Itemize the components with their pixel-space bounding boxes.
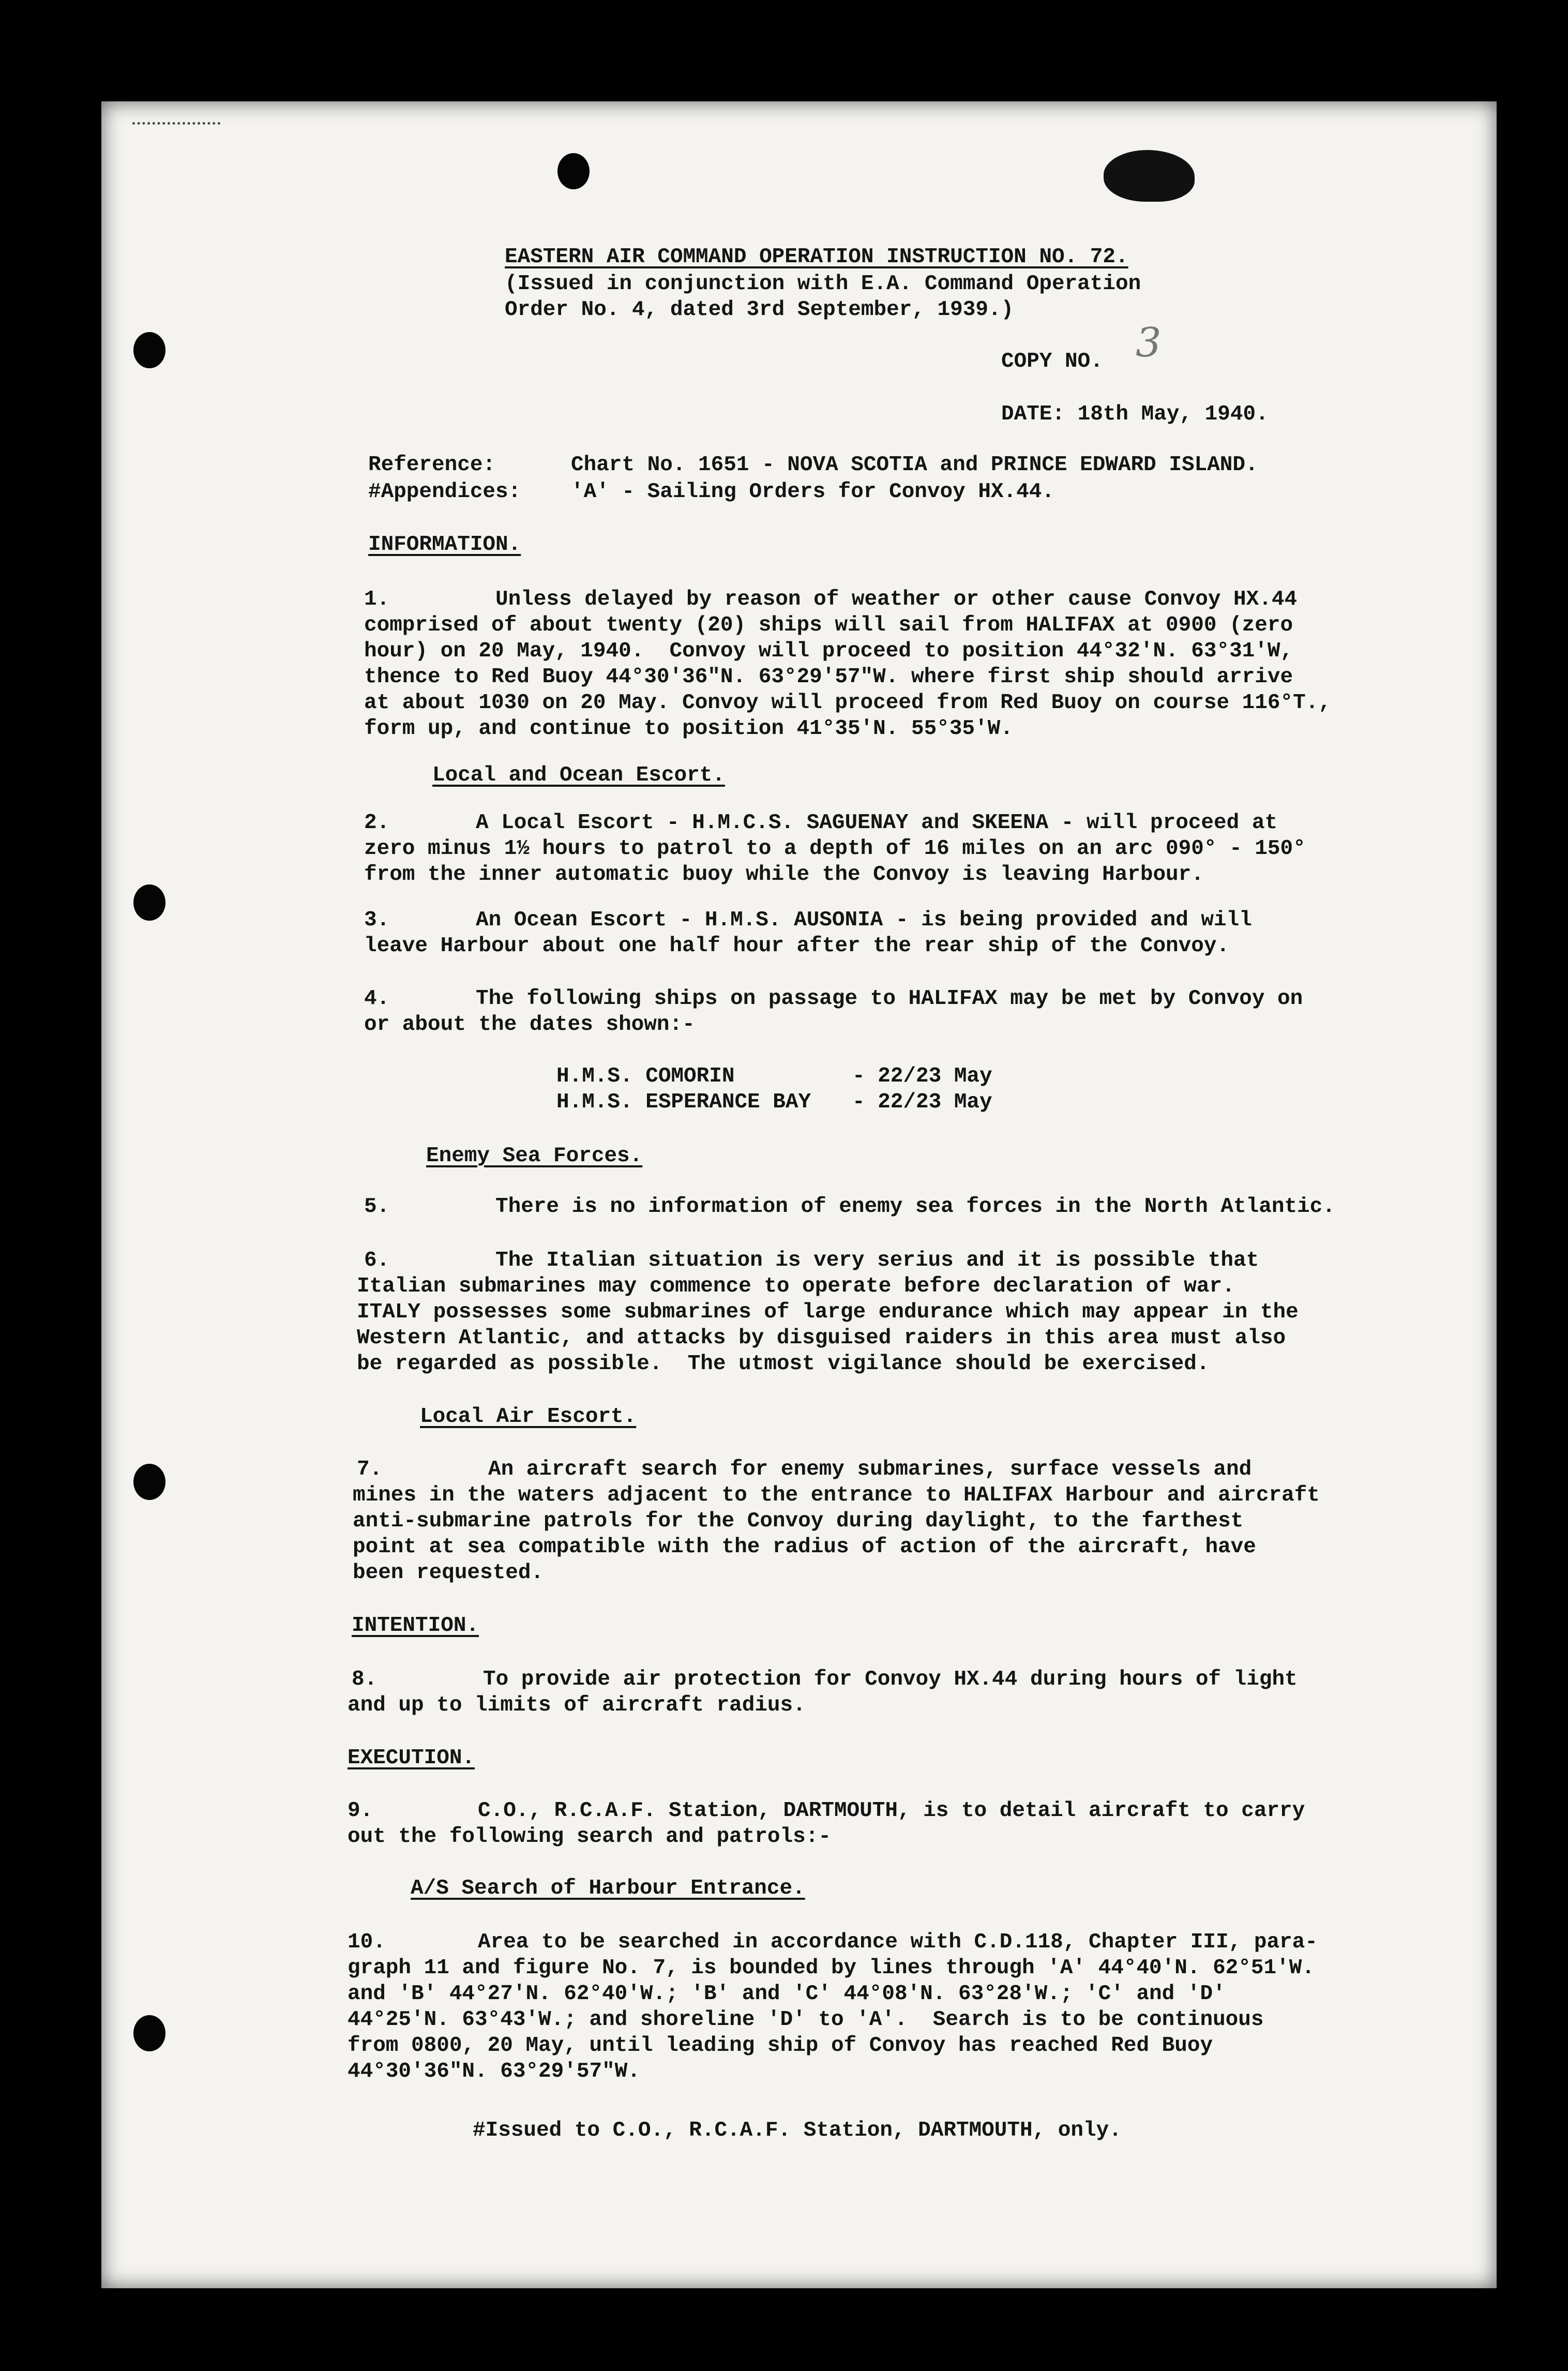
document-title: EASTERN AIR COMMAND OPERATION INSTRUCTION NO. 72. [505,245,1128,269]
paragraph-7-line: point at sea compatible with the radius of action of the aircraft, have [353,1535,1256,1559]
paragraph-number: 4. [364,987,390,1011]
paragraph-6-line: Italian submarines may commence to operate before declaration of war. [357,1274,1235,1298]
paragraph-2-line: A Local Escort - H.M.C.S. SAGUENAY and SKEENA - will proceed at [476,811,1278,835]
section-heading-intention: INTENTION. [352,1614,479,1638]
appendices-value: 'A' - Sailing Orders for Convoy HX.44. [571,480,1054,504]
paragraph-number: 2. [364,811,390,835]
appendices-label: #Appendices: [368,480,521,504]
paragraph-8-line: To provide air protection for Convoy HX.44 during hours of light [483,1668,1298,1691]
paragraph-number: 6. [364,1249,390,1272]
paragraph-number: 8. [352,1668,378,1691]
paragraph-1-line: comprised of about twenty (20) ships will sail from HALIFAX at 0900 (zero [364,613,1293,637]
paragraph-10-line: Area to be searched in accordance with C.D.118, Chapter III, para- [478,1930,1318,1954]
paragraph-9-line: out the following search and patrols:- [348,1825,831,1849]
copy-number-handwritten: 3 [1136,320,1162,366]
subtitle-line: Order No. 4, dated 3rd September, 1939.) [505,298,1014,322]
paragraph-3-line: leave Harbour about one half hour after the rear ship of the Convoy. [364,934,1230,958]
paragraph-1-line: hour) on 20 May, 1940. Convoy will proceed to position 44°32'N. 63°31'W, [364,639,1293,663]
paragraph-number: 3. [364,908,390,932]
paragraph-10-line: 44°25'N. 63°43'W.; and shoreline 'D' to 'A'. Search is to be continuous [348,2008,1264,2032]
paragraph-10-line: graph 11 and figure No. 7, is bounded by lines through 'A' 44°40'N. 62°51'W. [348,1956,1315,1980]
ship-date: - 22/23 May [852,1064,992,1088]
paragraph-4-line: The following ships on passage to HALIFAX may be met by Convoy on [476,987,1303,1011]
section-heading-local-air-escort: Local Air Escort. [420,1405,637,1429]
paragraph-10-line: from 0800, 20 May, until leading ship of Convoy has reached Red Buoy [348,2034,1213,2058]
paragraph-1-line: at about 1030 on 20 May. Convoy will proceed from Red Buoy on course 116°T., [364,691,1331,715]
footnote: #Issued to C.O., R.C.A.F. Station, DARTMOUTH, only. [473,2119,1122,2142]
paragraph-number: 10. [348,1930,386,1954]
section-heading-information: INFORMATION. [368,533,521,557]
paragraph-1-line: thence to Red Buoy 44°30'36"N. 63°29'57"W. where first ship should arrive [364,665,1293,689]
section-heading-execution: EXECUTION. [348,1746,475,1770]
paragraph-1-line: Unless delayed by reason of weather or other cause Convoy HX.44 [495,588,1298,611]
paragraph-7-line: An aircraft search for enemy submarines, surface vessels and [488,1458,1252,1481]
paragraph-7-line: been requested. [353,1561,544,1585]
document-page [101,101,1497,2288]
paragraph-6-line: ITALY possesses some submarines of large endurance which may appear in the [357,1300,1299,1324]
reference-value: Chart No. 1651 - NOVA SCOTIA and PRINCE EDWARD ISLAND. [571,453,1258,477]
paragraph-6-line: Western Atlantic, and attacks by disguised raiders in this area must also [357,1326,1286,1350]
ship-name: H.M.S. ESPERANCE BAY [556,1090,811,1114]
paragraph-10-line: and 'B' 44°27'N. 62°40'W.; 'B' and 'C' 44°08'N. 63°28'W.; 'C' and 'D' [348,1982,1226,2006]
paragraph-2-line: from the inner automatic buoy while the Convoy is leaving Harbour. [364,863,1204,887]
paragraph-number: 9. [348,1799,373,1823]
paragraph-1-line: form up, and continue to position 41°35'N. 55°35'W. [364,717,1013,741]
section-heading-enemy-sea-forces: Enemy Sea Forces. [426,1144,643,1168]
reference-label: Reference: [368,453,496,477]
paragraph-2-line: zero minus 1½ hours to patrol to a depth of 16 miles on an arc 090° - 150° [364,837,1306,861]
document-text [101,101,1497,2288]
paragraph-6-line: The Italian situation is very serius and it is possible that [495,1249,1259,1272]
paragraph-number: 7. [357,1458,383,1481]
section-heading-as-search: A/S Search of Harbour Entrance. [411,1877,805,1900]
paragraph-8-line: and up to limits of aircraft radius. [348,1693,806,1717]
paragraph-number: 1. [364,588,390,611]
paragraph-4-line: or about the dates shown:- [364,1013,695,1037]
subtitle-line: (Issued in conjunction with E.A. Command Operation [505,272,1141,296]
section-heading-local-ocean-escort: Local and Ocean Escort. [432,763,725,787]
paragraph-10-line: 44°30'36"N. 63°29'57"W. [348,2060,640,2083]
document-date: DATE: 18th May, 1940. [1001,402,1269,426]
paragraph-9-line: C.O., R.C.A.F. Station, DARTMOUTH, is to detail aircraft to carry [478,1799,1305,1823]
paragraph-number: 5. [364,1195,390,1219]
copy-label: COPY NO. [1001,350,1103,373]
ship-name: H.M.S. COMORIN [556,1064,735,1088]
ship-date: - 22/23 May [852,1090,992,1114]
paragraph-7-line: mines in the waters adjacent to the entrance to HALIFAX Harbour and aircraft [353,1483,1320,1507]
paragraph-6-line: be regarded as possible. The utmost vigilance should be exercised. [357,1352,1210,1376]
paragraph-3-line: An Ocean Escort - H.M.S. AUSONIA - is being provided and will [476,908,1252,932]
paragraph-7-line: anti-submarine patrols for the Convoy during daylight, to the farthest [353,1509,1244,1533]
paragraph-5-line: There is no information of enemy sea forces in the North Atlantic. [495,1195,1335,1219]
